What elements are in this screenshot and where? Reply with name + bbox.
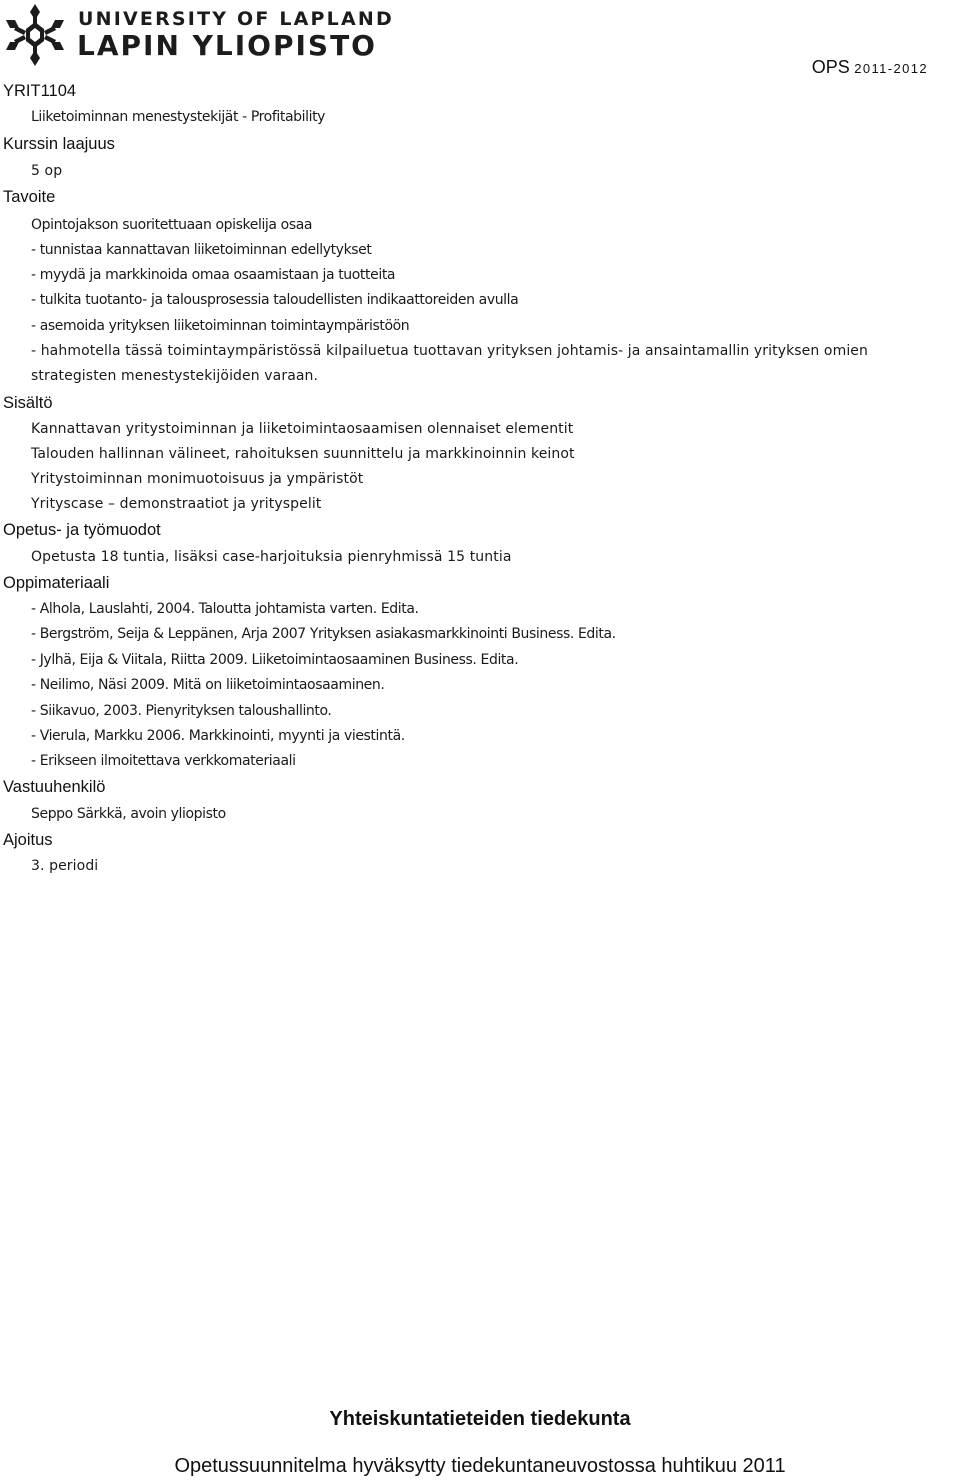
methods-heading: Opetus- ja työmuodot <box>3 521 161 539</box>
approval-note: Opetussuunnitelma hyväksytty tiedekuntaneuvostossa huhtikuu 2011 <box>174 1455 786 1477</box>
faculty-name: Yhteiskuntatieteiden tiedekunta <box>329 1408 631 1430</box>
ops-year: 2011-2012 <box>854 61 928 76</box>
material-line: - Siikavuo, 2003. Pienyrityksen taloushallinto. <box>31 703 332 719</box>
methods-text: Opetusta 18 tuntia, lisäksi case-harjoituksia pienryhmissä 15 tuntia <box>31 549 512 565</box>
university-name-english: UNIVERSITY OF LAPLAND <box>78 8 394 30</box>
responsible-heading: Vastuuhenkilö <box>3 778 106 796</box>
goal-line: - myydä ja markkinoida omaa osaamistaan ja tuotteita <box>31 267 396 283</box>
course-code: YRIT1104 <box>3 82 77 100</box>
material-line: - Neilimo, Näsi 2009. Mitä on liiketoimintaosaaminen. <box>31 677 385 693</box>
goal-line: - hahmotella tässä toimintaympäristössä kilpailuetua tuottavan yrityksen johtamis- ja ansaintamallin yrityksen omien <box>31 343 868 359</box>
curriculum-period <box>812 57 928 78</box>
timing-heading: Ajoitus <box>3 831 53 849</box>
timing-value: 3. periodi <box>31 858 99 874</box>
goal-line: - tulkita tuotanto- ja talousprosessia taloudellisten indikaattoreiden avulla <box>31 292 519 308</box>
content-line: Yrityscase – demonstraatiot ja yrityspelit <box>31 496 322 512</box>
content-line: Kannattavan yritystoiminnan ja liiketoimintaosaamisen olennaiset elementit <box>31 421 574 437</box>
goals-heading: Tavoite <box>3 188 56 206</box>
ops-label: OPS <box>811 57 850 77</box>
university-snowflake-logo <box>2 2 68 68</box>
scope-heading: Kurssin laajuus <box>3 135 115 153</box>
goal-line: - tunnistaa kannattavan liiketoiminnan edellytykset <box>31 242 372 258</box>
content-line: Yritystoiminnan monimuotoisuus ja ympäristöt <box>31 471 364 487</box>
goal-line: Opintojakson suoritettuaan opiskelija osaa <box>31 217 313 233</box>
goal-line: strategisten menestystekijöiden varaan. <box>31 368 319 384</box>
course-name: Liiketoiminnan menestystekijät - Profitability <box>31 109 326 125</box>
responsible-person: Seppo Särkkä, avoin yliopisto <box>31 806 226 822</box>
materials-heading: Oppimateriaali <box>3 574 110 592</box>
content-line: Talouden hallinnan välineet, rahoituksen suunnittelu ja markkinoinnin keinot <box>31 446 575 462</box>
material-line: - Jylhä, Eija & Viitala, Riitta 2009. Liiketoimintaosaaminen Business. Edita. <box>31 652 519 668</box>
university-name-finnish: LAPIN YLIOPISTO <box>77 29 377 62</box>
material-line: - Vierula, Markku 2006. Markkinointi, myynti ja viestintä. <box>31 728 405 744</box>
page-header <box>0 0 960 80</box>
material-line: - Bergström, Seija & Leppänen, Arja 2007 Yrityksen asiakasmarkkinointi Business. Edita. <box>31 626 616 642</box>
material-line: - Alhola, Lauslahti, 2004. Taloutta johtamista varten. Edita. <box>31 601 419 617</box>
goal-line: - asemoida yrityksen liiketoiminnan toimintaympäristöön <box>31 318 410 334</box>
scope-value: 5 op <box>31 163 63 179</box>
content-heading: Sisältö <box>3 394 53 412</box>
material-line: - Erikseen ilmoitettava verkkomateriaali <box>31 753 296 769</box>
